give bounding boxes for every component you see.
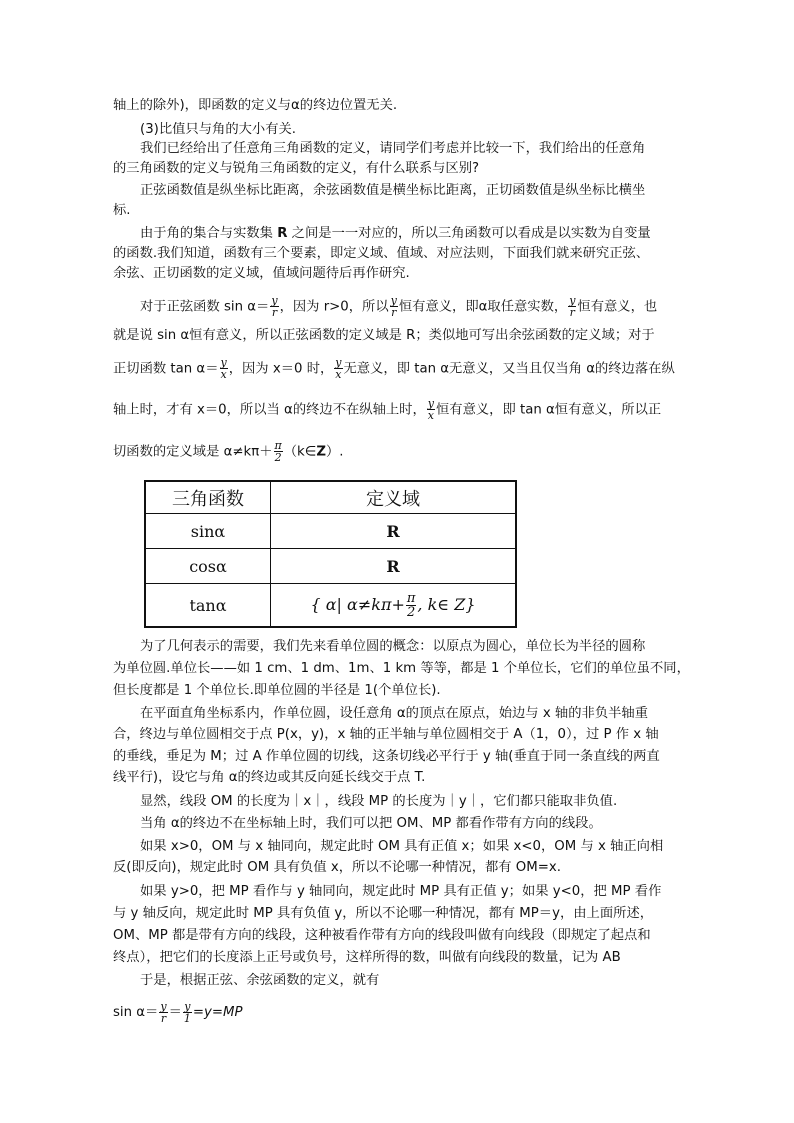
table-header: 三角函数 bbox=[145, 481, 271, 514]
text-line: 轴上的除外)，即函数的定义与α的终边位置无关. bbox=[113, 98, 398, 113]
table-cell: R bbox=[271, 549, 517, 584]
text-line: 与 y 轴反向，规定此时 MP 具有负值 y，所以不论哪一种情况，都有 MP＝y，由上面所述， bbox=[113, 906, 654, 921]
table-header: 定义域 bbox=[271, 481, 517, 514]
fraction: $\frac{y}{r}$ bbox=[271, 294, 278, 319]
text-line: 的函数.我们知道，函数有三个要素，即定义域、值域、对应法则，下面我们就来研究正弦、 bbox=[113, 246, 650, 261]
fraction: $\frac{\pi}{2}$ bbox=[274, 439, 282, 464]
text-line: 我们已经给出了任意角三角函数的定义，请同学们考虑并比较一下，我们给出的任意角 bbox=[140, 141, 646, 156]
text-line: 于是，根据正弦、余弦函数的定义，就有 bbox=[140, 973, 380, 988]
text-line: 的三角函数的定义与锐角三角函数的定义，有什么联系与区别? bbox=[113, 161, 480, 176]
text-line: 在平面直角坐标系内，作单位圆，设任意角 α的顶点在原点，始边与 x 轴的非负半轴重 bbox=[140, 706, 649, 721]
table-cell: { α| α≠kπ+ $\frac{\pi}{2}$ , k∈ Z} bbox=[271, 584, 517, 628]
fraction: $\frac{y}{r}$ bbox=[160, 999, 167, 1025]
text-line: 余弦、正切函数的定义域，值域问题待后再作研究. bbox=[113, 266, 410, 281]
text-line: 为单位圆.单位长——如 1 cm、1 dm、1m、1 km 等等，都是 1 个单位长，它们的单位虽不同， bbox=[113, 661, 690, 676]
fraction: $\frac{y}{r}$ bbox=[569, 294, 576, 319]
text-line: 由于角的集合与实数集 R 之间是一一对应的，所以三角函数可以看成是以实数为自变量 bbox=[140, 226, 651, 241]
text-line: 的垂线，垂足为 M；过 A 作单位圆的切线，这条切线必平行于 y 轴(垂直于同一条直线的两直 bbox=[113, 749, 660, 764]
fraction: $\frac{y}{r}$ bbox=[390, 294, 397, 319]
text-line: 对于正弦函数 sin α＝ $\frac{y}{r}$ ，因为 r>0，所以 $\frac{y}{r}$ 恒有意义，即α取任意实数， $\frac{y}{r}$ 恒有意义，也 bbox=[140, 294, 658, 319]
text-line: 切函数的定义域是 α≠kπ＋ $\frac{\pi}{2}$ （k∈Z）. bbox=[113, 439, 344, 464]
text-line: OM、MP 都是带有方向的线段，这种被看作带有方向的线段叫做有向线段（即规定了起点和 bbox=[113, 928, 651, 943]
table-cell: sinα bbox=[145, 514, 271, 549]
text-line: 显然，线段 OM 的长度为｜x｜，线段 MP 的长度为｜y｜，它们都只能取非负值. bbox=[140, 794, 618, 809]
text-line: 当角 α的终边不在坐标轴上时，我们可以把 OM、MP 都看作带有方向的线段。 bbox=[140, 816, 602, 831]
fraction: $\frac{y}{x}$ bbox=[335, 356, 342, 381]
text-line: sin α＝ $\frac{y}{r}$ ＝ $\frac{y}{1}$ =y=MP bbox=[113, 999, 243, 1025]
text-line: 终点），把它们的长度添上正号或负号，这样所得的数，叫做有向线段的数量，记为 AB bbox=[113, 950, 621, 965]
table-cell: R bbox=[271, 514, 517, 549]
table-row bbox=[145, 514, 516, 549]
text-line: 但长度都是 1 个单位长.即单位圆的半径是 1(个单位长). bbox=[113, 683, 441, 698]
text-line: 正切函数 tan α＝ $\frac{y}{x}$ ，因为 x＝0 时， $\frac{y}{x}$ 无意义，即 tan α无意义，又当且仅当角 α的终边落在纵 bbox=[113, 356, 675, 381]
fraction: $\frac{y}{x}$ bbox=[427, 397, 434, 422]
text-line: 正弦函数值是纵坐标比距离，余弦函数值是横坐标比距离，正切函数值是纵坐标比横坐 bbox=[140, 183, 646, 198]
text-line: 轴上时，才有 x＝0，所以当 α的终边不在纵轴上时， $\frac{y}{x}$ 恒有意义，即 tan α恒有意义，所以正 bbox=[113, 397, 662, 422]
text-line: 就是说 sin α恒有意义，所以正弦函数的定义域是 R；类似地可写出余弦函数的定义域；对于 bbox=[113, 328, 655, 343]
text-line: 标. bbox=[113, 203, 131, 218]
fraction: $\frac{\pi}{2}$ bbox=[406, 590, 416, 620]
text-line: 为了几何表示的需要，我们先来看单位圆的概念：以原点为圆心，单位长为半径的圆称 bbox=[140, 639, 646, 654]
text-line: 合，终边与单位圆相交于点 P(x，y)，x 轴的正半轴与单位圆相交于 A（1，0），过 P 作 x 轴 bbox=[113, 727, 659, 742]
fraction: $\frac{y}{x}$ bbox=[220, 356, 227, 381]
domain-table bbox=[144, 480, 517, 628]
text-line: 线平行)，设它与角 α的终边或其反向延长线交于点 T. bbox=[113, 770, 426, 785]
table-cell: tanα bbox=[145, 584, 271, 628]
table-row bbox=[145, 549, 516, 584]
text-line: 如果 x>0，OM 与 x 轴同向，规定此时 OM 具有正值 x；如果 x<0，OM 与 x 轴正向相 bbox=[140, 839, 664, 854]
text-line: (3)比值只与角的大小有关. bbox=[140, 122, 297, 137]
table-row bbox=[145, 584, 516, 628]
table-cell: cosα bbox=[145, 549, 271, 584]
text-line: 如果 y>0，把 MP 看作与 y 轴同向，规定此时 MP 具有正值 y；如果 y<0，把 MP 看作 bbox=[140, 884, 662, 899]
text-line: 反(即反向)，规定此时 OM 具有负值 x，所以不论哪一种情况，都有 OM=x. bbox=[113, 860, 561, 875]
fraction: $\frac{y}{1}$ bbox=[183, 999, 191, 1025]
